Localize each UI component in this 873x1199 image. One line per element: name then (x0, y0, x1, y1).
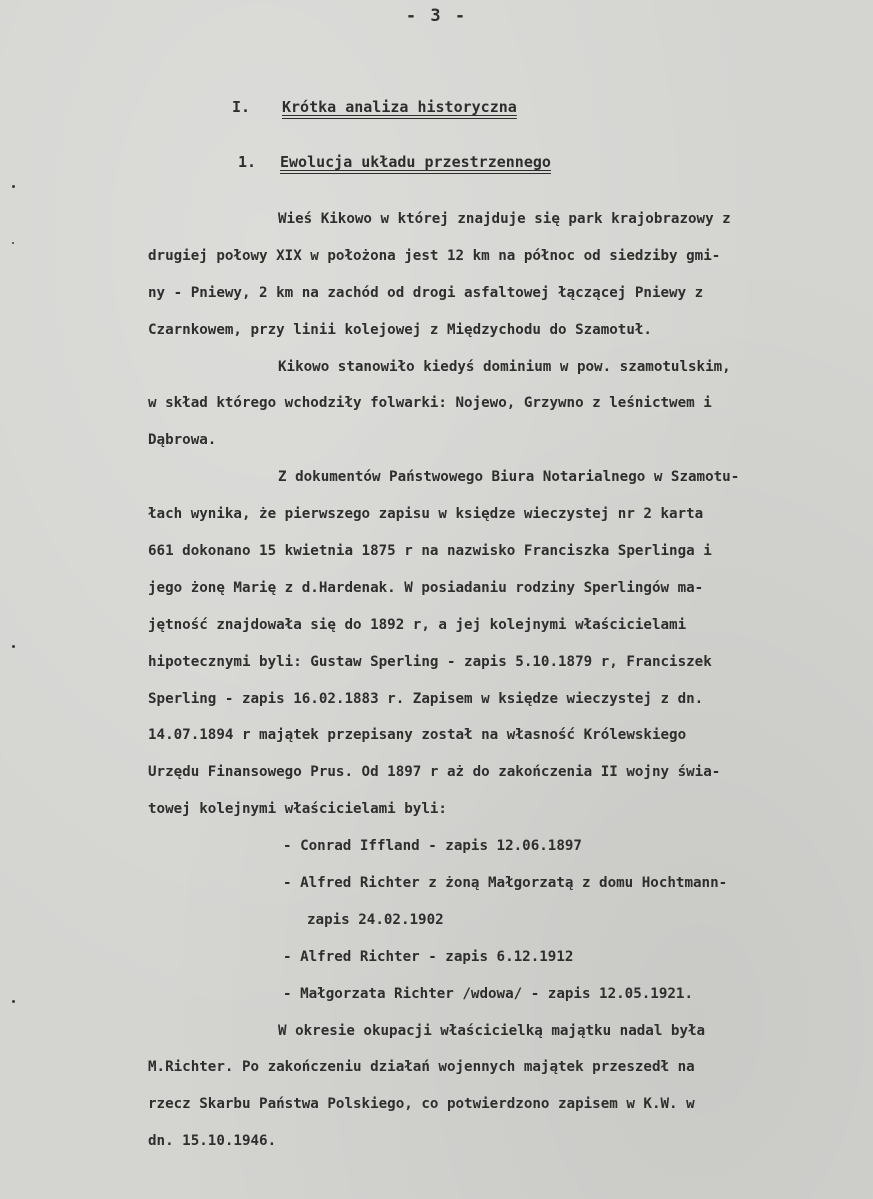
text-line: Urzędu Finansowego Prus. Od 1897 r aż do zakończenia II wojny świa- (148, 764, 721, 781)
text-line: rzecz Skarbu Państwa Polskiego, co potwierdzono zapisem w K.W. w (148, 1096, 695, 1113)
section-title: Krótka analiza historyczna (282, 98, 517, 116)
list-item: - Alfred Richter z żoną Małgorzatą z domu Hochtmann- (283, 875, 728, 892)
text-line: Czarnkowem, przy linii kolejowej z Międzychodu do Szamotuł. (148, 321, 652, 338)
page-number: - 3 - (405, 6, 468, 26)
text-line: drugiej połowy XIX w położona jest 12 km na północ od siedziby gmi- (148, 247, 721, 264)
scan-speck (12, 1000, 15, 1003)
text-line: w skład którego wchodziły folwarki: Nojewo, Grzywno z leśnictwem i (148, 395, 712, 412)
text-line: M.Richter. Po zakończeniu działań wojennych majątek przeszedł na (148, 1059, 695, 1076)
text-line: ny - Pniewy, 2 km na zachód od drogi asfaltowej łączącej Pniewy z (148, 284, 704, 301)
text-line: hipotecznymi byli: Gustaw Sperling - zapis 5.10.1879 r, Franciszek (148, 653, 712, 670)
scan-speck (12, 185, 15, 188)
scan-speck (12, 645, 15, 648)
text-line: dn. 15.10.1946. (148, 1133, 277, 1150)
text-line: jętność znajdowała się do 1892 r, a jej kolejnymi właścicielami (148, 616, 687, 633)
list-item: - Conrad Iffland - zapis 12.06.1897 (283, 838, 582, 855)
section-heading (232, 98, 517, 116)
text-line: towej kolejnymi właścicielami byli: (148, 801, 447, 818)
text-line: jego żonę Marię z d.Hardenak. W posiadaniu rodziny Sperlingów ma- (148, 579, 704, 596)
text-line: 661 dokonano 15 kwietnia 1875 r na nazwisko Franciszka Sperlinga i (148, 543, 712, 560)
text-line: Wieś Kikowo w której znajduje się park krajobrazowy z (278, 211, 731, 227)
subsection-title: Ewolucja układu przestrzennego (280, 153, 551, 171)
list-item: - Alfred Richter - zapis 6.12.1912 (283, 948, 574, 965)
text-line: Sperling - zapis 16.02.1883 r. Zapisem w księdze wieczystej z dn. (148, 690, 704, 707)
list-item-continuation: zapis 24.02.1902 (307, 911, 444, 928)
section-number: I. (232, 98, 251, 116)
text-line: Kikowo stanowiło kiedyś dominium w pow. szamotulskim, (278, 358, 731, 375)
text-line: Z dokumentów Państwowego Biura Notarialnego w Szamotu- (278, 469, 740, 486)
text-line: łach wynika, że pierwszego zapisu w księdze wieczystej nr 2 karta (148, 506, 704, 523)
text-line: Dąbrowa. (148, 432, 217, 449)
text-line: 14.07.1894 r majątek przepisany został na własność Królewskiego (148, 727, 687, 744)
text-line: W okresie okupacji właścicielką majątku nadal była (278, 1022, 706, 1039)
subsection-number: 1. (238, 153, 257, 171)
scan-speck (12, 242, 14, 244)
body-text (148, 201, 860, 1160)
list-item: - Małgorzata Richter /wdowa/ - zapis 12.05.1921. (283, 985, 693, 1002)
subsection-heading (238, 153, 551, 171)
